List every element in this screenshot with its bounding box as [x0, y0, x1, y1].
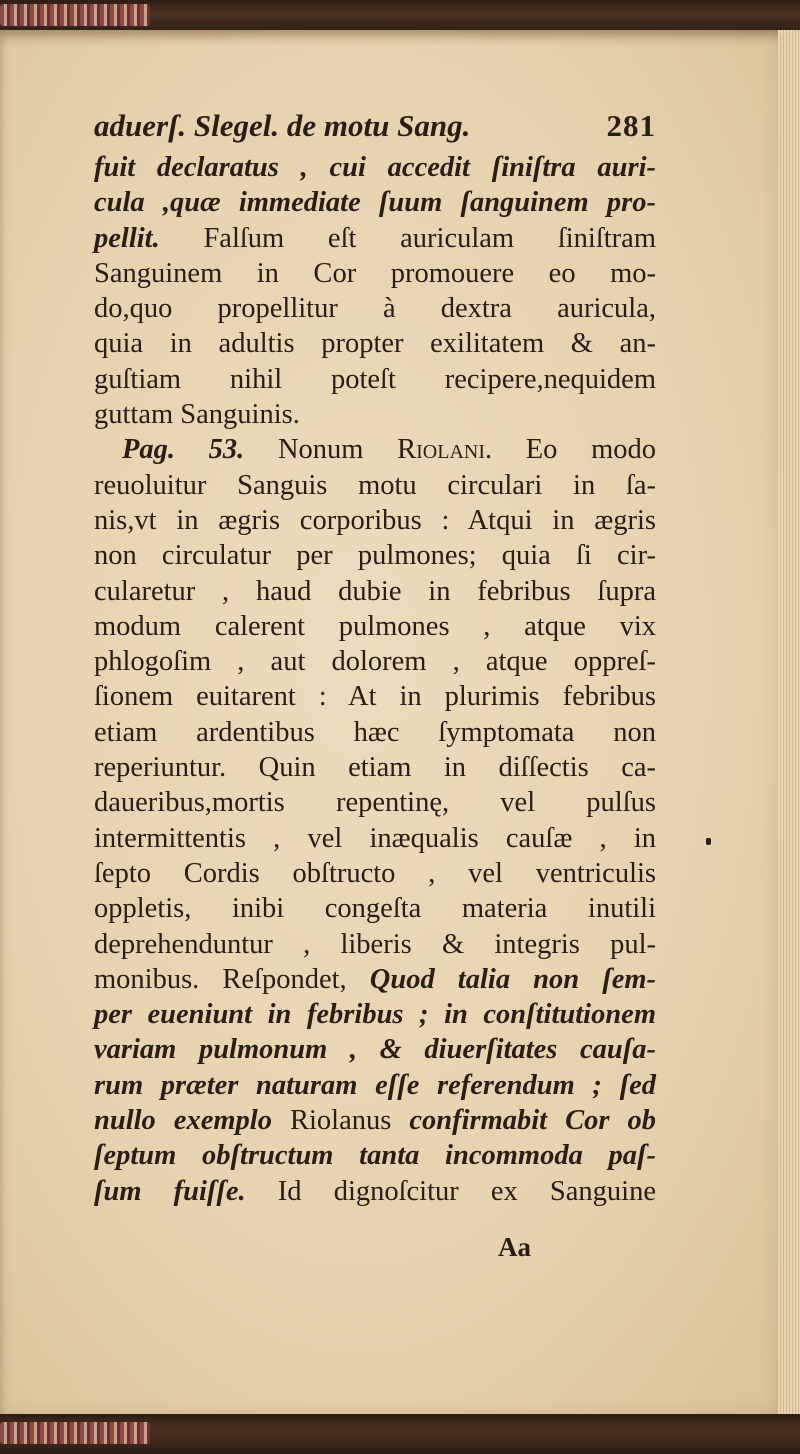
text-segment: non circulatur per pulmones; quia ſi cir-: [94, 540, 656, 572]
text-segment: ſum fuiſſe.: [94, 1175, 246, 1207]
text-segment: guttam Sanguinis.: [94, 399, 300, 431]
text-segment: ſionem euitarent : At in plurimis febribus: [94, 681, 656, 713]
text-line: [94, 679, 656, 714]
text-line: [94, 1174, 656, 1209]
text-line: [94, 221, 656, 256]
text-segment: Sanguinem in Cor promouere eo mo-: [94, 257, 656, 289]
text-segment: . Eo modo: [485, 434, 656, 466]
text-segment: Nonum: [244, 434, 398, 466]
text-line: [94, 291, 656, 326]
text-segment: Quod talia non ſem-: [369, 963, 657, 995]
text-segment: confirmabit Cor ob: [409, 1105, 656, 1137]
text-segment: cula ,quæ immediate ſuum ſanguinem pro-: [94, 187, 656, 219]
text-segment: pellit.: [94, 222, 160, 254]
text-segment: Riolanus: [271, 1105, 410, 1137]
text-line: [94, 1138, 656, 1173]
text-segment: quia in adultis propter exilitatem & an-: [94, 328, 656, 360]
ink-spot: [706, 838, 711, 845]
text-line: [94, 185, 656, 220]
text-line: [94, 891, 656, 926]
text-segment: nullo exemplo: [94, 1105, 272, 1137]
text-segment: daueribus,mortis repentinę, vel pulſus: [94, 787, 656, 819]
text-segment: etiam ardentibus hæc ſymptomata non: [94, 716, 656, 748]
text-segment: per eueniunt in febribus ; in conſtitutionem: [94, 999, 656, 1031]
text-segment: reperiuntur. Quin etiam in diſſectis ca-: [94, 752, 656, 784]
text-segment: ſeptum obſtructum tanta incommoda paſ-: [94, 1140, 656, 1172]
text-line: [94, 256, 656, 291]
text-line: [94, 927, 656, 962]
text-segment: Id dignoſcitur ex Sanguine: [245, 1175, 656, 1207]
page-edges: [778, 30, 800, 1418]
text-line: [94, 821, 656, 856]
text-segment: Riolani: [397, 434, 485, 466]
text-line: [94, 644, 656, 679]
text-segment: variam pulmonum , & diuerſitates cauſa-: [94, 1034, 656, 1066]
text-segment: phlogoſim , aut dolorem , atque oppreſ-: [94, 646, 656, 678]
text-line: [94, 750, 656, 785]
text-segment: cularetur , haud dubie in febribus ſupra: [94, 575, 656, 607]
text-segment: ſepto Cordis obſtructo , vel ventriculis: [94, 857, 656, 889]
text-line: [94, 538, 656, 573]
text-segment: guſtiam nihil poteſt recipere,nequidem: [94, 363, 656, 395]
text-segment: oppletis, inibi congeſta materia inutili: [94, 893, 656, 925]
text-line: [94, 468, 656, 503]
running-title: aduerſ. Slegel. de motu Sang.: [94, 108, 471, 143]
text-segment: do,quo propellitur à dextra auricula,: [94, 293, 656, 325]
text-line: [94, 397, 656, 432]
text-segment: reuoluitur Sanguis motu circulari in ſa-: [94, 469, 656, 501]
text-line: [94, 503, 656, 538]
text-line: [94, 1068, 656, 1103]
text-segment: deprehenduntur , liberis & integris pul-: [94, 928, 656, 960]
text-line: [94, 785, 656, 820]
text-segment: Falſum eſt auriculam ſiniſtram: [159, 222, 656, 254]
body-text: [94, 150, 656, 1209]
headband-top: [0, 4, 150, 26]
text-line: [94, 1032, 656, 1067]
text-line: [94, 432, 656, 467]
text-line: [94, 962, 656, 997]
text-segment: fuit declaratus , cui accedit ſiniſtra auri-: [94, 152, 656, 183]
text-segment: nis,vt in ægris corporibus : Atqui in ægris: [94, 504, 656, 536]
text-line: [94, 574, 656, 609]
page-number: 281: [606, 108, 656, 143]
text-line: [94, 997, 656, 1032]
text-block: [94, 108, 656, 1209]
text-segment: monibus. Reſpondet,: [94, 963, 370, 995]
text-line: [94, 856, 656, 891]
text-line: [94, 609, 656, 644]
text-segment: Pag. 53.: [122, 434, 245, 466]
text-segment: intermittentis , vel inæqualis cauſæ , in: [94, 822, 656, 854]
headband-bottom: [0, 1422, 150, 1444]
text-line: [94, 1103, 656, 1138]
catchword: Aa: [498, 1232, 531, 1262]
running-head: [94, 108, 656, 148]
text-segment: modum calerent pulmones , atque vix: [94, 610, 656, 642]
text-line: [94, 362, 656, 397]
text-line: [94, 715, 656, 750]
text-line: [94, 326, 656, 361]
text-line: [94, 150, 656, 185]
text-segment: rum præter naturam eſſe referendum ; ſed: [94, 1069, 656, 1101]
